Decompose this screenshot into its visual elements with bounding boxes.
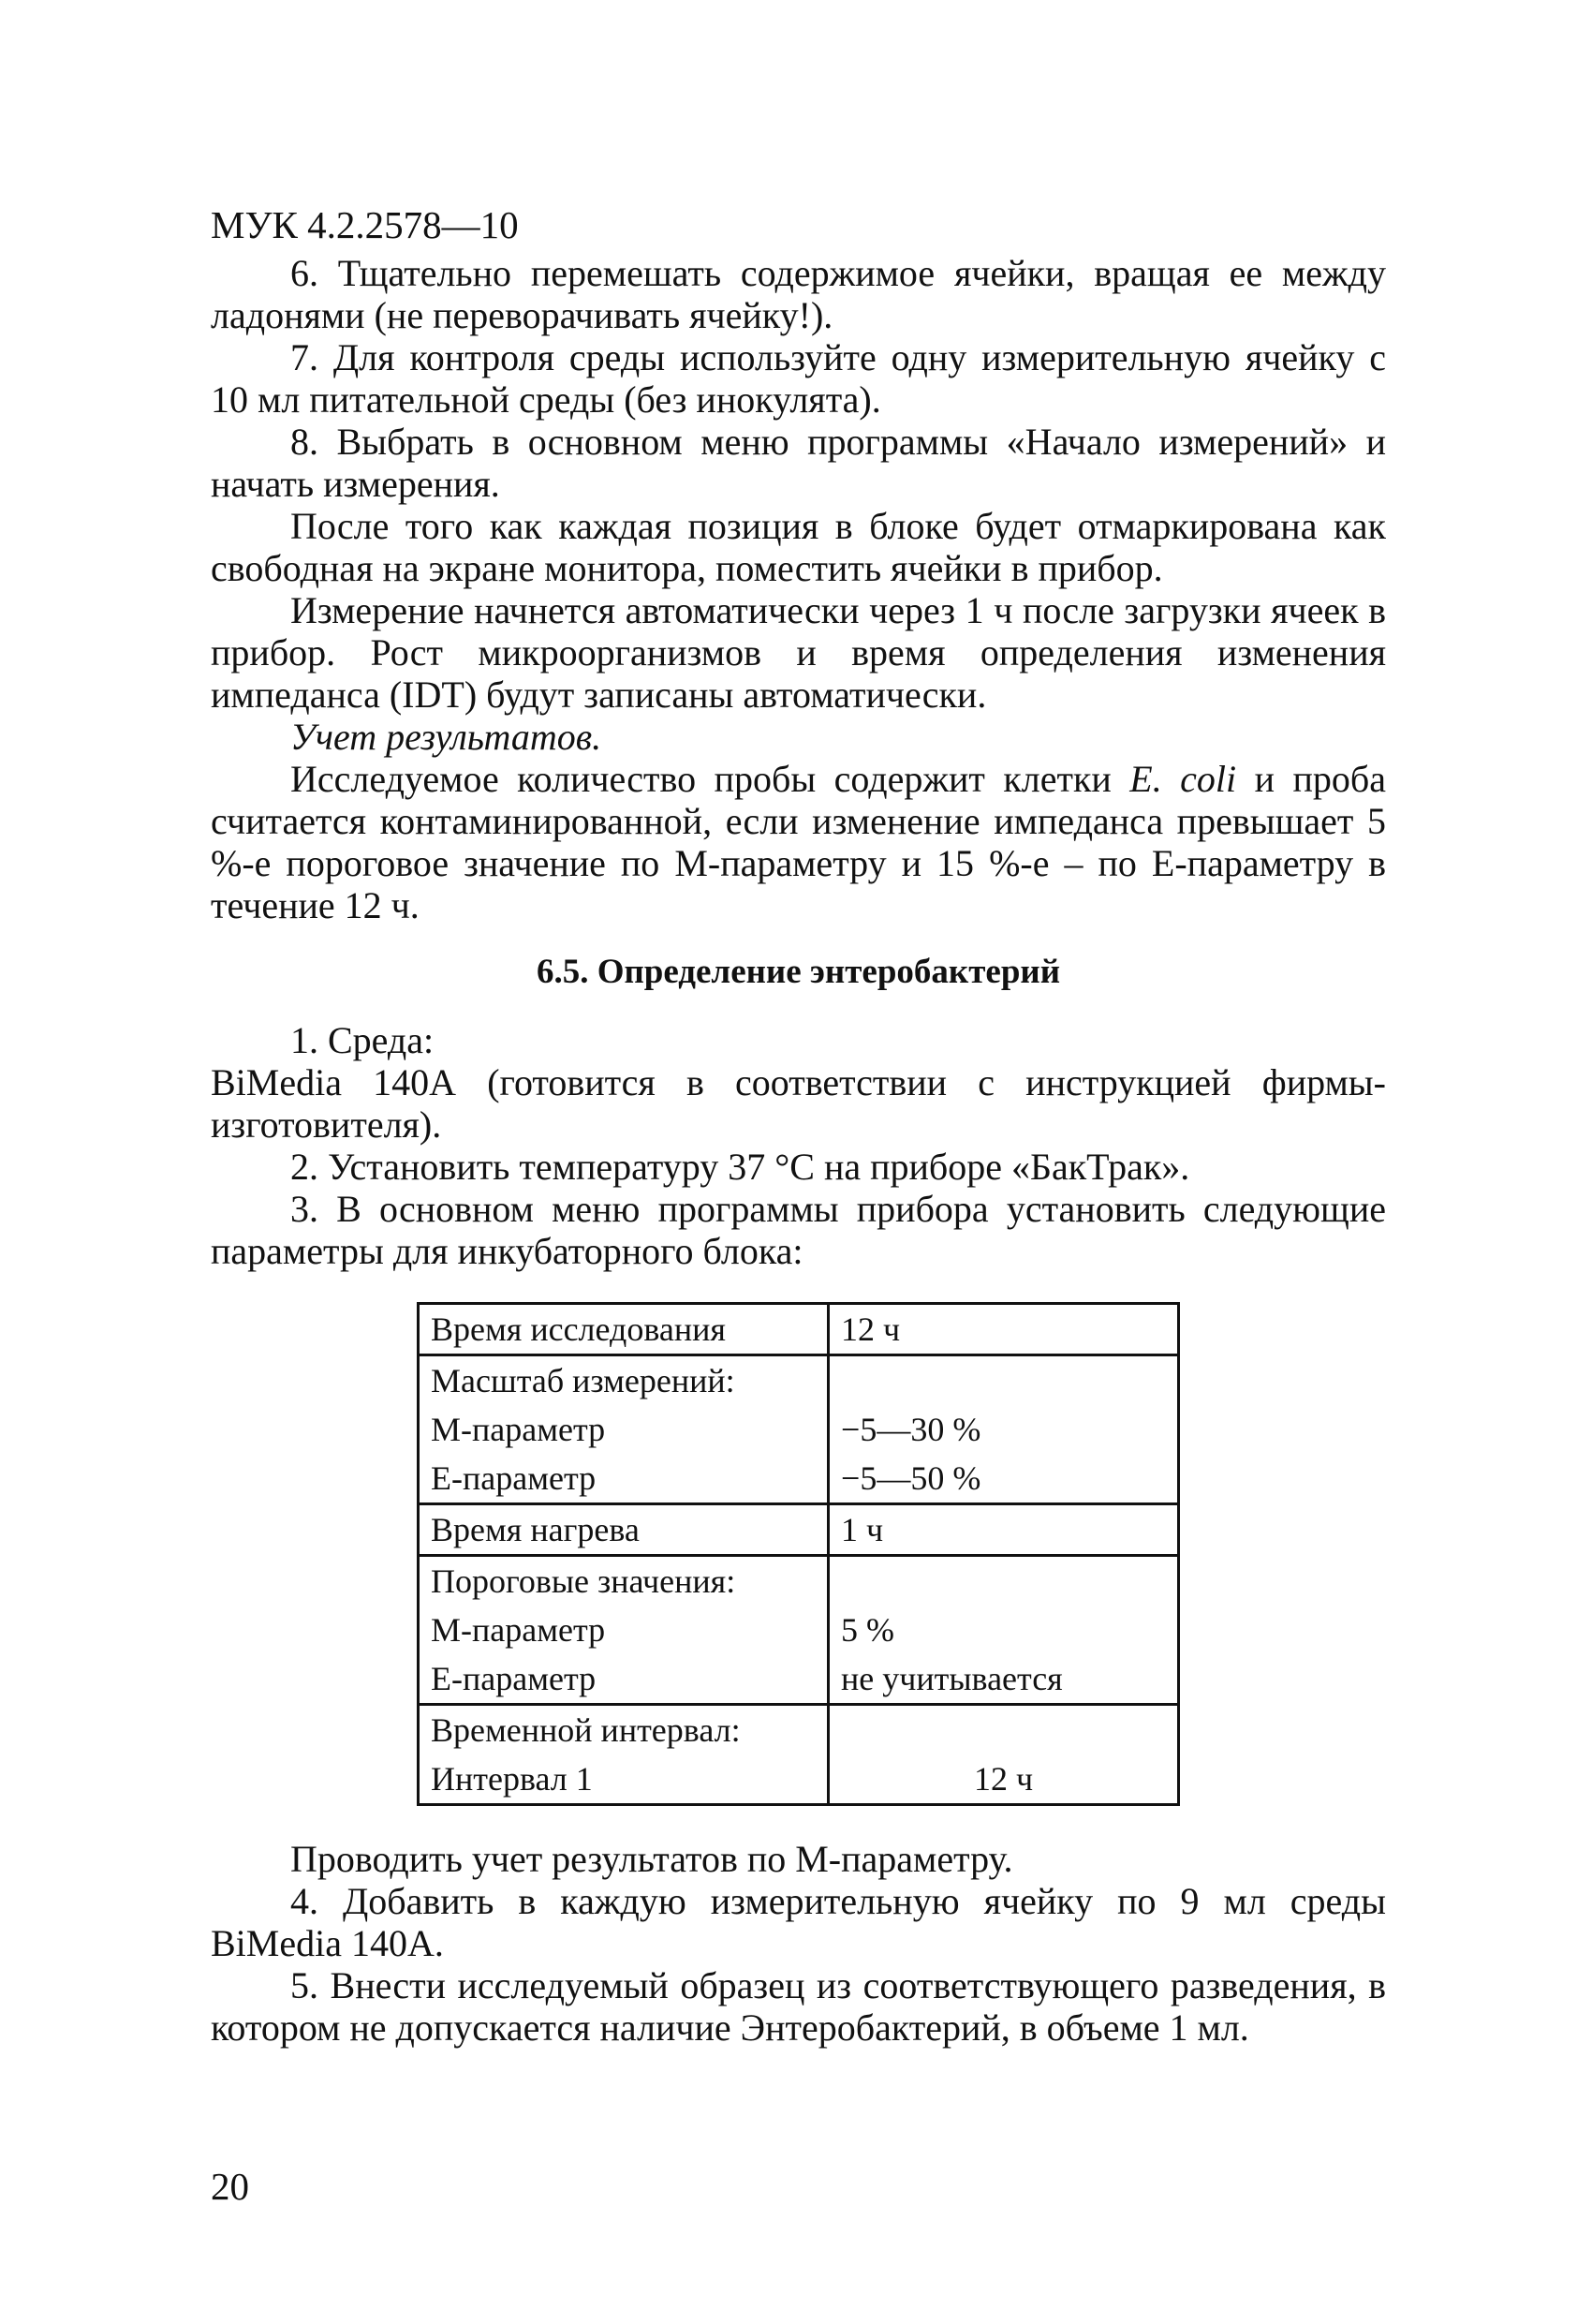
paragraph-medium-label: 1. Среда: <box>290 1019 435 1061</box>
paragraph-step-7: 7. Для контроля среды используйте одну измерительную ячейку с 10 мл питательной среды (без инокулята). <box>211 336 1386 421</box>
table-cell-value <box>829 1355 1179 1504</box>
table-cell-label: Время нагрева <box>419 1504 829 1556</box>
paragraph-measurement: Измерение начнется автоматически через 1 ч после загрузки ячеек в прибор. Рост микроорганизмов и время определения изменения импеданса (IDT) будут записаны автоматически. <box>211 589 1386 716</box>
table-cell-value: 12 ч <box>829 1304 1179 1355</box>
threshold-e-label: Е-параметр <box>431 1660 597 1697</box>
paragraph-step-5: 5. Внести исследуемый образец из соответствующего разведения, в котором не допускается наличие Энтеробактерий, в объеме 1 мл. <box>211 1964 1386 2049</box>
threshold-label: Пороговые значения: <box>431 1562 736 1600</box>
scale-m-label: М-параметр <box>431 1411 606 1448</box>
scale-e-value: −5—50 % <box>841 1459 981 1497</box>
scale-m-value: −5—30 % <box>841 1411 981 1448</box>
scale-e-label: Е-параметр <box>431 1459 597 1497</box>
table-cell-label: Время исследования <box>419 1304 829 1355</box>
interval-label: Временной интервал: <box>431 1711 741 1749</box>
threshold-e-value: не учитывается <box>841 1660 1063 1697</box>
paragraph-step-8: 8. Выбрать в основном меню программы «Начало измерений» и начать измерения. <box>211 421 1386 505</box>
paragraph-step-6: 6. Тщательно перемешать содержимое ячейки, вращая ее между ладонями (не переворачивать ячейку!). <box>211 252 1386 336</box>
organism-name: E. coli <box>1129 758 1237 800</box>
interval-1-label: Интервал 1 <box>431 1760 593 1798</box>
paragraph-results <box>211 758 1386 926</box>
section-title: 6.5. Определение энтеробактерий <box>536 953 1061 991</box>
results-text-before: Исследуемое количество пробы содержит клетки <box>290 758 1130 800</box>
threshold-m-value: 5 % <box>841 1611 895 1649</box>
paragraph-parameters: 3. В основном меню программы прибора установить следующие параметры для инкубаторного блока: <box>211 1188 1386 1272</box>
results-text-after: и проба считается контаминированной, если изменение импеданса превышает 5 %-е пороговое значение по М-параметру и 15 %-е – по Е-параметру в течение 12 ч. <box>211 758 1386 926</box>
paragraph-load-cells: После того как каждая позиция в блоке будет отмаркирована как свободная на экране монитора, поместить ячейки в прибор. <box>211 505 1386 589</box>
threshold-m-label: М-параметр <box>431 1611 606 1649</box>
table-cell-value <box>829 1705 1179 1805</box>
table-cell-value <box>829 1556 1179 1705</box>
table-row <box>419 1504 1179 1556</box>
table-cell-label <box>419 1556 829 1705</box>
paragraph-results-by-m: Проводить учет результатов по М-параметру. <box>290 1838 1013 1880</box>
scale-label: Масштаб измерений: <box>431 1362 735 1399</box>
paragraph-step-4: 4. Добавить в каждую измерительную ячейку по 9 мл среды BiMedia 140А. <box>211 1880 1386 1964</box>
parameters-table <box>417 1302 1180 1806</box>
interval-1-value: 12 ч <box>973 1760 1034 1798</box>
table-cell-value: 1 ч <box>829 1504 1179 1556</box>
results-heading: Учет результатов. <box>290 716 602 758</box>
table-row <box>419 1304 1179 1355</box>
table-row <box>419 1355 1179 1504</box>
table-row <box>419 1556 1179 1705</box>
paragraph-temperature: 2. Установить температуру 37 °С на приборе «БакТрак». <box>290 1146 1190 1188</box>
page-number: 20 <box>211 2165 249 2208</box>
table-cell-label <box>419 1355 829 1504</box>
table-cell-label <box>419 1705 829 1805</box>
paragraph-medium: BiMedia 140А (готовится в соответствии с инструкцией фирмы-изготовителя). <box>211 1061 1386 1146</box>
document-header: МУК 4.2.2578—10 <box>211 203 519 246</box>
table-row <box>419 1705 1179 1805</box>
document-page <box>211 204 1386 2049</box>
